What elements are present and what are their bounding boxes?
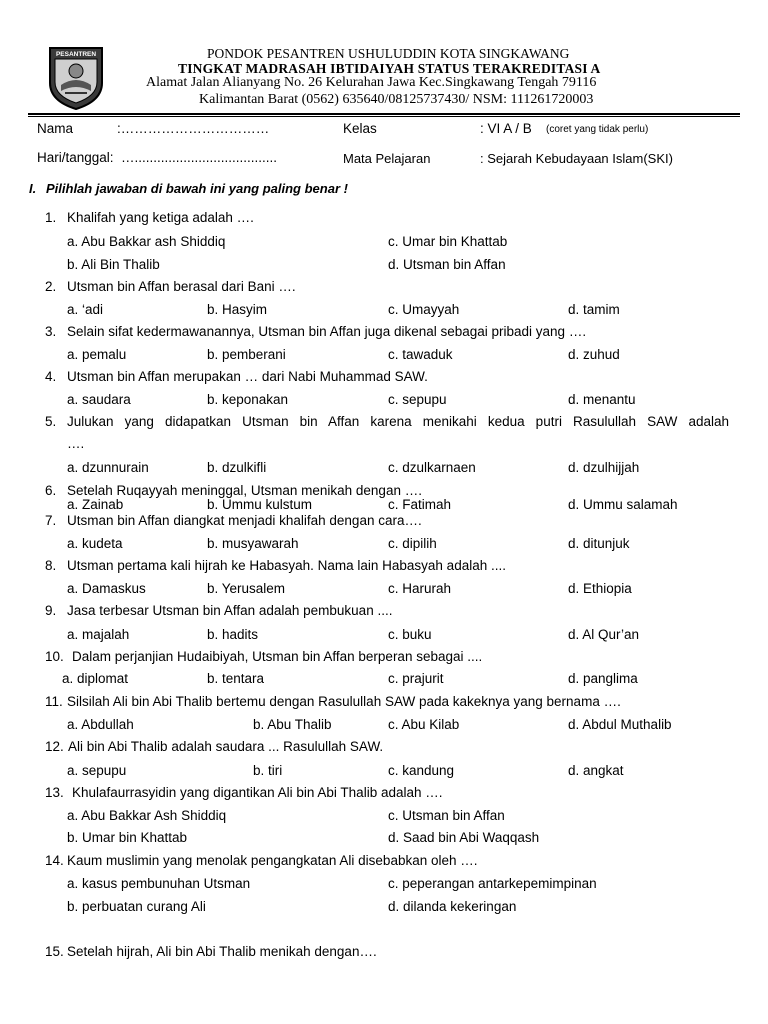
option-d[interactable]: d. Ethiopia <box>568 581 632 596</box>
option-a[interactable]: a. ‘adi <box>67 302 104 317</box>
option-a[interactable]: a. kudeta <box>67 536 123 551</box>
option-a[interactable]: a. Abdullah <box>67 717 134 732</box>
option-b[interactable]: b. perbuatan curang Ali <box>67 899 206 914</box>
option-b[interactable]: b. tiri <box>253 763 283 778</box>
option-a[interactable]: a. Abu Bakkar Ash Shiddiq <box>67 808 227 823</box>
question-number: 6. <box>45 483 57 498</box>
option-c[interactable]: c. sepupu <box>388 392 447 407</box>
question-text: Khulafaurrasyidin yang digantikan Ali bin Abi Thalib adalah …. <box>72 785 443 800</box>
option-c[interactable]: c. buku <box>388 627 432 642</box>
section-title: Pilihlah jawaban di bawah ini yang paling benar ! <box>46 181 348 196</box>
hari-field[interactable]: …...................................... <box>121 150 278 165</box>
option-d[interactable]: d. tamim <box>568 302 620 317</box>
nama-field[interactable]: :…………………………… <box>117 121 270 136</box>
question-number: 9. <box>45 603 57 618</box>
option-a[interactable]: a. diplomat <box>62 671 129 686</box>
question-number: 11. <box>45 694 63 709</box>
question-text: Kaum muslimin yang menolak pengangkatan Ali disebabkan oleh …. <box>67 853 478 868</box>
option-d[interactable]: d. angkat <box>568 763 624 778</box>
question-number: 15. <box>45 944 64 959</box>
question-number: 13. <box>45 785 64 800</box>
question-number: 1. <box>45 210 57 225</box>
option-d[interactable]: d. Utsman bin Affan <box>388 257 506 272</box>
option-c[interactable]: c. Fatimah <box>388 497 452 512</box>
question-text: Julukan yang didapatkan Utsman bin Affan karena menikahi kedua putri Rasulullah SAW adalah <box>67 414 729 429</box>
question-text: Ali bin Abi Thalib adalah saudara ... Rasulullah SAW. <box>68 739 384 754</box>
question-text: Utsman bin Affan berasal dari Bani …. <box>67 279 296 294</box>
section-number: I. <box>29 181 37 196</box>
question-number: 4. <box>45 369 57 384</box>
option-a[interactable]: a. pemalu <box>67 347 127 362</box>
option-d[interactable]: d. menantu <box>568 392 636 407</box>
question-number: 10. <box>45 649 64 664</box>
option-b[interactable]: b. tentara <box>207 671 265 686</box>
question-number: 2. <box>45 279 57 294</box>
option-b[interactable]: b. Ali Bin Thalib <box>67 257 160 272</box>
school-name: PONDOK PESANTREN USHULUDDIN KOTA SINGKAWANG <box>207 46 570 61</box>
option-d[interactable]: d. Al Qur’an <box>568 627 640 642</box>
kelas-label: Kelas <box>343 121 377 136</box>
question-number: 3. <box>45 324 57 339</box>
question-text: Utsman bin Affan diangkat menjadi khalifah dengan cara…. <box>67 513 422 528</box>
option-c[interactable]: c. Umayyah <box>388 302 460 317</box>
question-number: 8. <box>45 558 57 573</box>
option-c[interactable]: c. Umar bin Khattab <box>388 234 508 249</box>
hari-label: Hari/tanggal: <box>37 150 114 165</box>
option-c[interactable]: c. Abu Kilab <box>388 717 460 732</box>
question-text: Jasa terbesar Utsman bin Affan adalah pembukuan .... <box>67 603 393 618</box>
option-b[interactable]: b. Yerusalem <box>207 581 286 596</box>
option-d[interactable]: d. Ummu salamah <box>568 497 678 512</box>
option-b[interactable]: b. hadits <box>207 627 259 642</box>
kelas-note: (coret yang tidak perlu) <box>546 124 649 135</box>
option-d[interactable]: d. ditunjuk <box>568 536 630 551</box>
option-d[interactable]: d. Abdul Muthalib <box>568 717 672 732</box>
option-c[interactable]: c. prajurit <box>388 671 444 686</box>
header-divider <box>28 113 740 115</box>
option-d[interactable]: d. Saad bin Abi Waqqash <box>388 830 540 845</box>
school-address: Alamat Jalan Alianyang No. 26 Kelurahan Jawa Kec.Singkawang Tengah 79116 <box>146 75 597 90</box>
header-divider-thin <box>28 116 740 117</box>
option-b[interactable]: b. dzulkifli <box>207 460 267 475</box>
option-c[interactable]: c. Utsman bin Affan <box>388 808 505 823</box>
question-text: Setelah hijrah, Ali bin Abi Thalib menikah dengan…. <box>67 944 377 959</box>
question-text: Silsilah Ali bin Abi Thalib bertemu dengan Rasulullah SAW pada kakeknya yang bernama …. <box>67 694 621 709</box>
question-text: Utsman pertama kali hijrah ke Habasyah. Nama lain Habasyah adalah .... <box>67 558 506 573</box>
question-number: 12. <box>45 739 64 754</box>
option-d[interactable]: d. dilanda kekeringan <box>388 899 517 914</box>
option-b[interactable]: b. keponakan <box>207 392 289 407</box>
question-text: Setelah Ruqayyah meninggal, Utsman menikah dengan …. <box>67 483 422 498</box>
option-b[interactable]: b. musyawarah <box>207 536 299 551</box>
option-a[interactable]: a. Damaskus <box>67 581 146 596</box>
question-number: 14. <box>45 853 64 868</box>
option-c[interactable]: c. dzulkarnaen <box>388 460 476 475</box>
question-text: Khalifah yang ketiga adalah …. <box>67 210 254 225</box>
question-text: Utsman bin Affan merupakan … dari Nabi Muhammad SAW. <box>67 369 428 384</box>
option-b[interactable]: b. Hasyim <box>207 302 268 317</box>
school-logo <box>47 45 105 111</box>
option-a[interactable]: a. sepupu <box>67 763 127 778</box>
question-text: Selain sifat kedermawanannya, Utsman bin Affan juga dikenal sebagai pribadi yang …. <box>67 324 587 339</box>
option-d[interactable]: d. dzulhijjah <box>568 460 640 475</box>
option-a[interactable]: a. Abu Bakkar ash Shiddiq <box>67 234 226 249</box>
question-text: Dalam perjanjian Hudaibiyah, Utsman bin Affan berperan sebagai .... <box>72 649 483 664</box>
option-b[interactable]: b. pemberani <box>207 347 286 362</box>
question-number: 7. <box>45 513 57 528</box>
option-a[interactable]: a. saudara <box>67 392 131 407</box>
kelas-value: : VI A / B <box>480 121 532 136</box>
option-c[interactable]: c. dipilih <box>388 536 437 551</box>
nama-label: Nama <box>37 121 74 136</box>
option-b[interactable]: b. Umar bin Khattab <box>67 830 188 845</box>
option-a[interactable]: a. Zainab <box>67 497 124 512</box>
option-a[interactable]: a. dzunnurain <box>67 460 149 475</box>
question-text-continuation: …. <box>67 436 85 451</box>
option-d[interactable]: d. zuhud <box>568 347 620 362</box>
option-c[interactable]: c. kandung <box>388 763 455 778</box>
option-a[interactable]: a. kasus pembunuhan Utsman <box>67 876 251 891</box>
school-contact: Kalimantan Barat (0562) 635640/08125737430/ NSM: 111261720003 <box>199 92 594 107</box>
mapel-label: Mata Pelajaran <box>343 151 431 166</box>
option-a[interactable]: a. majalah <box>67 627 130 642</box>
school-level: TINGKAT MADRASAH IBTIDAIYAH STATUS TERAKREDITASI A <box>178 61 601 76</box>
option-b[interactable]: b. Abu Thalib <box>253 717 332 732</box>
mapel-value: : Sejarah Kebudayaan Islam(SKI) <box>480 151 673 166</box>
option-d[interactable]: d. panglima <box>568 671 638 686</box>
option-c[interactable]: c. Harurah <box>388 581 452 596</box>
option-c[interactable]: c. tawaduk <box>388 347 453 362</box>
question-number: 5. <box>45 414 57 429</box>
option-b[interactable]: b. Ummu kulstum <box>207 497 313 512</box>
logo-text: PESANTREN <box>55 51 97 58</box>
option-c[interactable]: c. peperangan antarkepemimpinan <box>388 876 597 891</box>
